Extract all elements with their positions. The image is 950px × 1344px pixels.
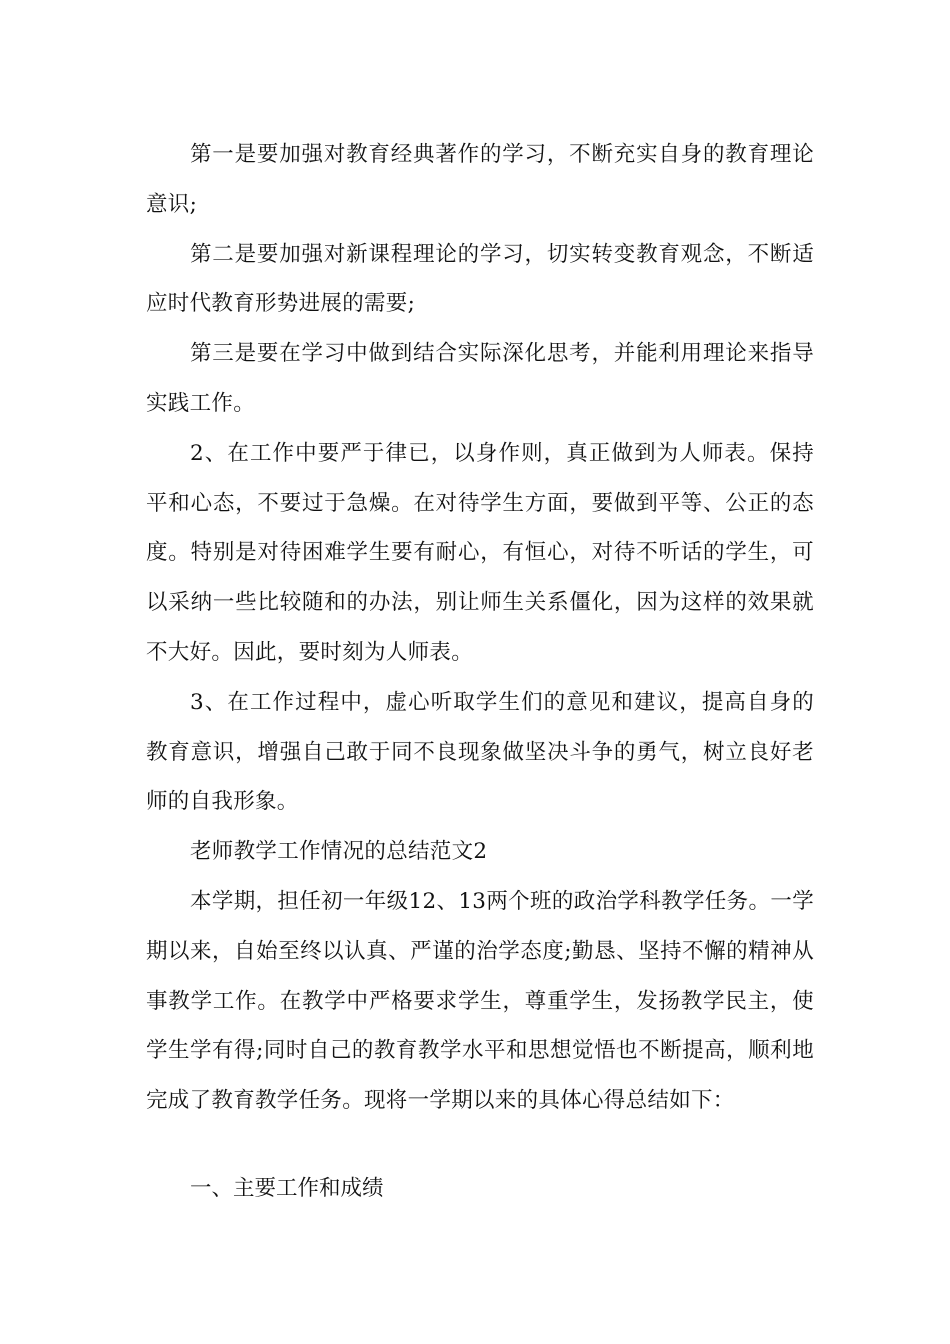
paragraph-item-3: 3、在工作过程中，虚心听取学生们的意见和建议，提高自身的教育意识，增强自己敢于同不良现象做坚决斗争的勇气，树立良好老师的自我形象。 [146,689,814,815]
article-subtitle: 老师教学工作情况的总结范文2 [190,839,488,865]
paragraph-second-point: 第二是要加强对新课程理论的学习，切实转变教育观念，不断适应时代教育形势进展的需要; [146,241,814,317]
paragraph-first-point: 第一是要加强对教育经典著作的学习，不断充实自身的教育理论意识; [146,142,814,217]
paragraph-intro: 本学期，担任初一年级12、13两个班的政治学科教学任务。一学期以来，自始至终以认真、严谨的治学态度;勤恳、坚持不懈的精神从事教学工作。在教学中严格要求学生，尊重学生，发扬教学民主，使学生学有得;同时自己的教育教学水平和思想觉悟也不断提高，顺利地完成了教育教学任务。现将一学期以来的具体心得总结如下： [146,888,814,1114]
paragraph-spacer [146,1126,814,1164]
paragraph-item-2: 2、在工作中要严于律已，以身作则，真正做到为人师表。保持平和心态，不要过于急燥。在对待学生方面，要做到平等、公正的态度。特别是对待困难学生要有耐心，有恒心，对待不听话的学生，可以采纳一些比较随和的办法，别让师生关系僵化，因为这样的效果就不大好。因此，要时刻为人师表。 [146,440,814,665]
document-body [146,130,814,1214]
paragraph-third-point: 第三是要在学习中做到结合实际深化思考，并能利用理论来指导实践工作。 [146,341,814,416]
section-heading: 一、主要工作和成绩 [190,1175,384,1201]
